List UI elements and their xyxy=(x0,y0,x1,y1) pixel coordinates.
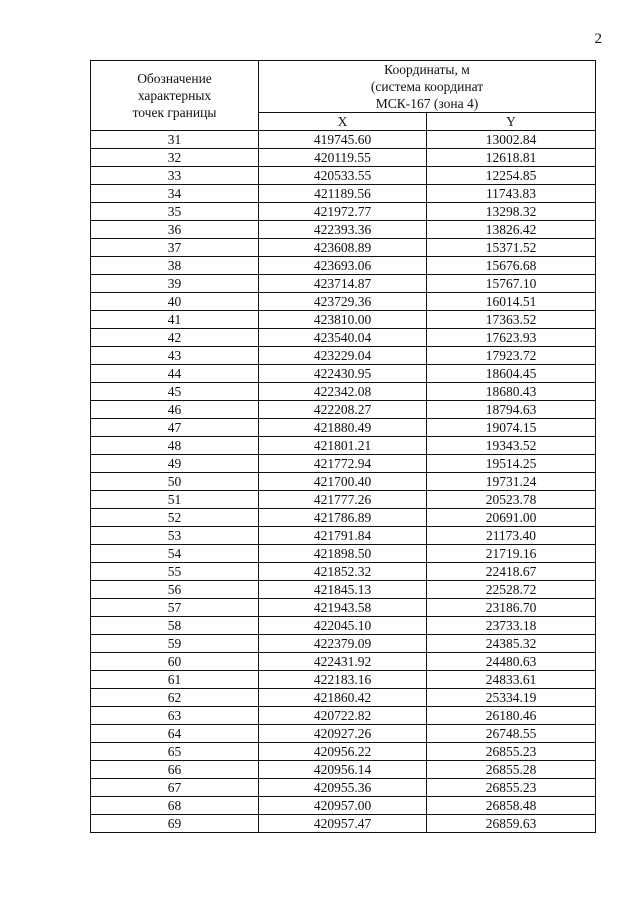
table-row xyxy=(91,347,596,365)
y-cell: 19514.25 xyxy=(427,455,596,473)
x-cell: 422430.95 xyxy=(259,365,427,383)
x-cell: 422342.08 xyxy=(259,383,427,401)
point-cell: 33 xyxy=(91,167,259,185)
point-cell: 63 xyxy=(91,707,259,725)
point-cell: 58 xyxy=(91,617,259,635)
x-cell: 421801.21 xyxy=(259,437,427,455)
point-cell: 69 xyxy=(91,815,259,833)
table-row xyxy=(91,311,596,329)
x-cell: 422183.16 xyxy=(259,671,427,689)
point-cell: 49 xyxy=(91,455,259,473)
point-cell: 64 xyxy=(91,725,259,743)
point-cell: 66 xyxy=(91,761,259,779)
page-number: 2 xyxy=(594,31,602,47)
point-cell: 39 xyxy=(91,275,259,293)
point-cell: 46 xyxy=(91,401,259,419)
point-cell: 55 xyxy=(91,563,259,581)
x-cell: 421700.40 xyxy=(259,473,427,491)
point-cell: 38 xyxy=(91,257,259,275)
table-row xyxy=(91,203,596,221)
y-cell: 26855.23 xyxy=(427,743,596,761)
y-cell: 19731.24 xyxy=(427,473,596,491)
header-x: X xyxy=(259,113,427,131)
table-row xyxy=(91,293,596,311)
y-cell: 19343.52 xyxy=(427,437,596,455)
table-row xyxy=(91,779,596,797)
y-cell: 20523.78 xyxy=(427,491,596,509)
table-row xyxy=(91,689,596,707)
y-cell: 22528.72 xyxy=(427,581,596,599)
y-cell: 26180.46 xyxy=(427,707,596,725)
y-cell: 12618.81 xyxy=(427,149,596,167)
table-row xyxy=(91,725,596,743)
table-row xyxy=(91,797,596,815)
y-cell: 26859.63 xyxy=(427,815,596,833)
x-cell: 421898.50 xyxy=(259,545,427,563)
table-row xyxy=(91,509,596,527)
y-cell: 15371.52 xyxy=(427,239,596,257)
x-cell: 420956.22 xyxy=(259,743,427,761)
x-cell: 421777.26 xyxy=(259,491,427,509)
x-cell: 423693.06 xyxy=(259,257,427,275)
y-cell: 17363.52 xyxy=(427,311,596,329)
table-row xyxy=(91,761,596,779)
point-cell: 56 xyxy=(91,581,259,599)
point-cell: 40 xyxy=(91,293,259,311)
y-cell: 17923.72 xyxy=(427,347,596,365)
point-cell: 41 xyxy=(91,311,259,329)
header-label-line: характерных xyxy=(137,88,212,103)
table-row xyxy=(91,491,596,509)
x-cell: 421880.49 xyxy=(259,419,427,437)
table-row xyxy=(91,707,596,725)
point-cell: 68 xyxy=(91,797,259,815)
header-label-line: Обозначение xyxy=(137,71,212,86)
table-header-row xyxy=(91,61,596,113)
x-cell: 419745.60 xyxy=(259,131,427,149)
x-cell: 421852.32 xyxy=(259,563,427,581)
table-row xyxy=(91,635,596,653)
point-cell: 36 xyxy=(91,221,259,239)
y-cell: 18604.45 xyxy=(427,365,596,383)
table-row xyxy=(91,473,596,491)
table-row xyxy=(91,455,596,473)
y-cell: 12254.85 xyxy=(427,167,596,185)
point-cell: 53 xyxy=(91,527,259,545)
x-cell: 421860.42 xyxy=(259,689,427,707)
table-row xyxy=(91,419,596,437)
table-row xyxy=(91,383,596,401)
x-cell: 421972.77 xyxy=(259,203,427,221)
y-cell: 25334.19 xyxy=(427,689,596,707)
point-cell: 61 xyxy=(91,671,259,689)
y-cell: 21719.16 xyxy=(427,545,596,563)
point-cell: 60 xyxy=(91,653,259,671)
y-cell: 24480.63 xyxy=(427,653,596,671)
header-label-line: точек границы xyxy=(132,105,217,120)
table-row xyxy=(91,653,596,671)
x-cell: 420957.47 xyxy=(259,815,427,833)
table-row xyxy=(91,401,596,419)
y-cell: 26855.28 xyxy=(427,761,596,779)
header-y: Y xyxy=(427,113,596,131)
table-row xyxy=(91,437,596,455)
point-cell: 44 xyxy=(91,365,259,383)
x-cell: 420927.26 xyxy=(259,725,427,743)
y-cell: 22418.67 xyxy=(427,563,596,581)
table-row xyxy=(91,167,596,185)
x-cell: 421786.89 xyxy=(259,509,427,527)
header-coords-line: (система координат xyxy=(370,79,484,94)
x-cell: 420956.14 xyxy=(259,761,427,779)
x-cell: 421189.56 xyxy=(259,185,427,203)
x-cell: 422208.27 xyxy=(259,401,427,419)
table-body xyxy=(91,131,596,833)
table-row xyxy=(91,329,596,347)
table-row xyxy=(91,815,596,833)
point-cell: 32 xyxy=(91,149,259,167)
y-cell: 26858.48 xyxy=(427,797,596,815)
table-row xyxy=(91,185,596,203)
x-cell: 421845.13 xyxy=(259,581,427,599)
x-cell: 421772.94 xyxy=(259,455,427,473)
x-cell: 422431.92 xyxy=(259,653,427,671)
y-cell: 24833.61 xyxy=(427,671,596,689)
table-row xyxy=(91,257,596,275)
y-cell: 26748.55 xyxy=(427,725,596,743)
x-cell: 421943.58 xyxy=(259,599,427,617)
y-cell: 11743.83 xyxy=(427,185,596,203)
x-cell: 423608.89 xyxy=(259,239,427,257)
y-cell: 13298.32 xyxy=(427,203,596,221)
point-cell: 47 xyxy=(91,419,259,437)
point-cell: 54 xyxy=(91,545,259,563)
x-cell: 423810.00 xyxy=(259,311,427,329)
table-row xyxy=(91,563,596,581)
point-cell: 34 xyxy=(91,185,259,203)
table-row xyxy=(91,671,596,689)
y-cell: 23733.18 xyxy=(427,617,596,635)
y-cell: 13002.84 xyxy=(427,131,596,149)
point-cell: 52 xyxy=(91,509,259,527)
x-cell: 420722.82 xyxy=(259,707,427,725)
point-cell: 43 xyxy=(91,347,259,365)
y-cell: 24385.32 xyxy=(427,635,596,653)
x-cell: 420955.36 xyxy=(259,779,427,797)
table-row xyxy=(91,221,596,239)
y-cell: 15676.68 xyxy=(427,257,596,275)
point-cell: 45 xyxy=(91,383,259,401)
table-row xyxy=(91,275,596,293)
x-cell: 422379.09 xyxy=(259,635,427,653)
point-cell: 65 xyxy=(91,743,259,761)
x-cell: 422393.36 xyxy=(259,221,427,239)
x-cell: 423229.04 xyxy=(259,347,427,365)
header-point-label xyxy=(91,61,259,131)
point-cell: 62 xyxy=(91,689,259,707)
x-cell: 420533.55 xyxy=(259,167,427,185)
x-cell: 420957.00 xyxy=(259,797,427,815)
x-cell: 420119.55 xyxy=(259,149,427,167)
table-row xyxy=(91,365,596,383)
header-coords-line: Координаты, м xyxy=(384,62,470,77)
table-row xyxy=(91,599,596,617)
point-cell: 67 xyxy=(91,779,259,797)
y-cell: 20691.00 xyxy=(427,509,596,527)
point-cell: 50 xyxy=(91,473,259,491)
y-cell: 13826.42 xyxy=(427,221,596,239)
y-cell: 16014.51 xyxy=(427,293,596,311)
table-row xyxy=(91,617,596,635)
table-row xyxy=(91,743,596,761)
x-cell: 423729.36 xyxy=(259,293,427,311)
table-row xyxy=(91,527,596,545)
y-cell: 21173.40 xyxy=(427,527,596,545)
point-cell: 35 xyxy=(91,203,259,221)
y-cell: 18794.63 xyxy=(427,401,596,419)
table-row xyxy=(91,545,596,563)
coordinates-table xyxy=(90,60,596,833)
header-coordinates xyxy=(259,61,596,113)
point-cell: 48 xyxy=(91,437,259,455)
table-row xyxy=(91,149,596,167)
x-cell: 422045.10 xyxy=(259,617,427,635)
y-cell: 15767.10 xyxy=(427,275,596,293)
table-row xyxy=(91,239,596,257)
y-cell: 18680.43 xyxy=(427,383,596,401)
x-cell: 421791.84 xyxy=(259,527,427,545)
y-cell: 26855.23 xyxy=(427,779,596,797)
point-cell: 57 xyxy=(91,599,259,617)
table-row xyxy=(91,131,596,149)
point-cell: 51 xyxy=(91,491,259,509)
y-cell: 19074.15 xyxy=(427,419,596,437)
header-coords-line: МСК-167 (зона 4) xyxy=(375,96,479,111)
point-cell: 59 xyxy=(91,635,259,653)
y-cell: 17623.93 xyxy=(427,329,596,347)
y-cell: 23186.70 xyxy=(427,599,596,617)
point-cell: 42 xyxy=(91,329,259,347)
x-cell: 423540.04 xyxy=(259,329,427,347)
point-cell: 31 xyxy=(91,131,259,149)
point-cell: 37 xyxy=(91,239,259,257)
table-row xyxy=(91,581,596,599)
x-cell: 423714.87 xyxy=(259,275,427,293)
